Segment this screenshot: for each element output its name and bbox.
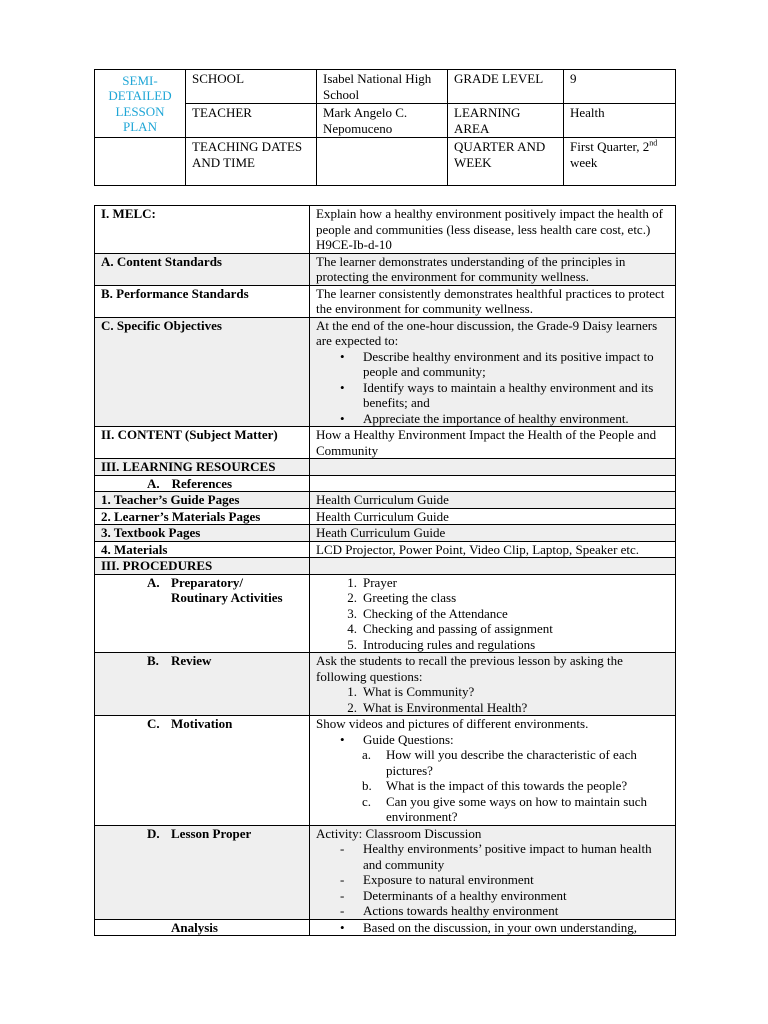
quarter-week-value bbox=[564, 138, 676, 186]
lesson-plan-table bbox=[94, 205, 676, 936]
materials-row bbox=[95, 541, 676, 558]
learning-resources-label: III. LEARNING RESOURCES bbox=[95, 459, 310, 476]
lesson-proper-intro: Activity: Classroom Discussion bbox=[316, 825, 482, 841]
preparatory-number: A. bbox=[147, 574, 160, 590]
motivation-value bbox=[310, 716, 676, 826]
learners-materials-row bbox=[95, 508, 676, 525]
semi-detailed-lesson-plan-title: SEMI- DETAILED LESSON PLAN bbox=[95, 70, 186, 138]
lesson-proper-text: Lesson Proper bbox=[171, 825, 252, 841]
references-label bbox=[95, 475, 310, 492]
list-item-text: What is Environmental Health? bbox=[363, 699, 528, 715]
quarter-week-text: week bbox=[570, 154, 598, 170]
list-item: 5. Introducing rules and regulations bbox=[347, 636, 536, 652]
content-standards-row bbox=[95, 253, 676, 285]
learning-area-label: LEARNING AREA bbox=[448, 104, 564, 138]
review-list bbox=[316, 684, 669, 715]
content-row bbox=[95, 427, 676, 459]
preparatory-text: Preparatory/ Routinary Activities bbox=[171, 574, 283, 605]
list-item: 1. What is Community? bbox=[347, 684, 475, 699]
motivation-bullets bbox=[316, 732, 669, 748]
teacher-label: TEACHER bbox=[186, 104, 317, 138]
review-label bbox=[95, 653, 310, 716]
list-item-text: Introducing rules and regulations bbox=[363, 636, 536, 652]
analysis-row bbox=[95, 919, 676, 936]
references-text: References bbox=[171, 475, 233, 491]
list-item-text: Greeting the class bbox=[363, 590, 457, 605]
preparatory-list bbox=[316, 575, 669, 653]
textbook-label: 3. Textbook Pages bbox=[95, 525, 310, 542]
teaching-dates-value bbox=[317, 138, 448, 186]
list-item-text: How will you describe the characteristic of each pictures? bbox=[386, 747, 637, 778]
teaching-dates-label: TEACHING DATES AND TIME bbox=[186, 138, 317, 186]
preparatory-row bbox=[95, 574, 676, 653]
review-number: B. bbox=[147, 653, 159, 668]
references-row bbox=[95, 475, 676, 492]
lesson-proper-label bbox=[95, 825, 310, 919]
procedures-label: III. PROCEDURES bbox=[95, 558, 310, 575]
learning-resources-row bbox=[95, 459, 676, 476]
performance-standards-row bbox=[95, 285, 676, 317]
grade-level-value: 9 bbox=[564, 70, 676, 104]
review-row bbox=[95, 653, 676, 716]
performance-standards-label: B. Performance Standards bbox=[95, 285, 310, 317]
list-item: - Exposure to natural environment bbox=[363, 872, 669, 888]
list-item: c. Can you give some ways on how to maintain such environment? bbox=[362, 793, 648, 824]
empty-cell bbox=[310, 475, 676, 492]
header-table bbox=[94, 69, 676, 186]
review-value bbox=[310, 653, 676, 716]
content-label: II. CONTENT (Subject Matter) bbox=[95, 427, 310, 459]
list-item: 1. Prayer bbox=[347, 574, 397, 590]
list-item-text: What is Community? bbox=[363, 684, 475, 699]
motivation-intro: Show videos and pictures of different environments. bbox=[316, 716, 589, 731]
list-item-text: What is the impact of this towards the people? bbox=[386, 778, 628, 793]
analysis-list bbox=[316, 920, 669, 936]
list-item-text: Can you give some ways on how to maintain such environment? bbox=[386, 793, 648, 824]
performance-standards-value: The learner consistently demonstrates healthful practices to protect the environment for community wellness. bbox=[310, 285, 676, 317]
list-item-text: Checking of the Attendance bbox=[363, 605, 508, 621]
melc-label: I. MELC: bbox=[95, 206, 310, 254]
list-item: - Determinants of a healthy environment bbox=[363, 888, 669, 904]
objectives-list bbox=[316, 349, 669, 427]
analysis-label: Analysis bbox=[95, 919, 310, 936]
materials-value: LCD Projector, Power Point, Video Clip, Laptop, Speaker etc. bbox=[310, 541, 676, 558]
quarter-week-label: QUARTER AND WEEK bbox=[448, 138, 564, 186]
analysis-value bbox=[310, 919, 676, 936]
list-item-text: Prayer bbox=[363, 574, 397, 590]
list-item: 2. Greeting the class bbox=[347, 590, 457, 605]
content-standards-value: The learner demonstrates understanding of the principles in protecting the environment for community wellness. bbox=[310, 253, 676, 285]
melc-row bbox=[95, 206, 676, 254]
objectives-intro: At the end of the one-hour discussion, the Grade-9 Daisy learners are expected to: bbox=[316, 317, 658, 348]
learners-materials-value: Health Curriculum Guide bbox=[310, 508, 676, 525]
motivation-label bbox=[95, 716, 310, 826]
list-item: b. What is the impact of this towards the people? bbox=[362, 778, 628, 793]
textbook-value: Heath Curriculum Guide bbox=[310, 525, 676, 542]
content-value: How a Healthy Environment Impact the Health of the People and Community bbox=[310, 427, 676, 459]
list-item: 2. What is Environmental Health? bbox=[347, 699, 528, 715]
list-item: • Based on the discussion, in your own understanding, bbox=[363, 920, 669, 936]
guide-questions-label: Guide Questions: bbox=[363, 731, 454, 747]
lesson-proper-row bbox=[95, 825, 676, 919]
specific-objectives-label: C. Specific Objectives bbox=[95, 317, 310, 427]
motivation-row bbox=[95, 716, 676, 826]
specific-objectives-value bbox=[310, 317, 676, 427]
motivation-text: Motivation bbox=[171, 716, 233, 731]
review-intro: Ask the students to recall the previous lesson by asking the following questions: bbox=[316, 653, 623, 684]
procedures-row bbox=[95, 558, 676, 575]
materials-label: 4. Materials bbox=[95, 541, 310, 558]
quarter-text: First Quarter, 2 bbox=[570, 139, 650, 154]
list-item: 3. Checking of the Attendance bbox=[347, 605, 508, 621]
lesson-proper-list bbox=[316, 841, 669, 919]
teachers-guide-label: 1. Teacher’s Guide Pages bbox=[95, 492, 310, 509]
school-value: Isabel National High School bbox=[317, 70, 448, 104]
learners-materials-label: 2. Learner’s Materials Pages bbox=[95, 508, 310, 525]
teachers-guide-value: Health Curriculum Guide bbox=[310, 492, 676, 509]
empty-cell bbox=[310, 459, 676, 476]
textbook-row bbox=[95, 525, 676, 542]
semi-spacer-cell bbox=[95, 138, 186, 186]
empty-cell bbox=[310, 558, 676, 575]
list-item-text: Checking and passing of assignment bbox=[363, 621, 553, 636]
grade-level-label: GRADE LEVEL bbox=[448, 70, 564, 104]
references-number: A. bbox=[147, 475, 160, 491]
list-item: - Actions towards healthy environment bbox=[363, 903, 669, 919]
list-item: 4. Checking and passing of assignment bbox=[347, 621, 553, 636]
guide-questions-list bbox=[316, 747, 669, 825]
motivation-number: C. bbox=[147, 716, 160, 731]
school-label: SCHOOL bbox=[186, 70, 317, 104]
list-item: a. How will you describe the characteristic of each pictures? bbox=[362, 747, 637, 778]
review-text: Review bbox=[171, 653, 212, 668]
content-standards-label: A. Content Standards bbox=[95, 253, 310, 285]
quarter-ordinal: nd bbox=[649, 138, 658, 148]
learning-area-value: Health bbox=[564, 104, 676, 138]
teacher-value: Mark Angelo C. Nepomuceno bbox=[317, 104, 448, 138]
list-item: • Describe healthy environment and its positive impact to people and community; bbox=[363, 349, 669, 380]
teachers-guide-row bbox=[95, 492, 676, 509]
list-item: - Healthy environments’ positive impact to human health and community bbox=[363, 841, 669, 872]
lesson-proper-value bbox=[310, 825, 676, 919]
preparatory-label bbox=[95, 574, 310, 653]
lesson-proper-number: D. bbox=[147, 825, 160, 841]
melc-value: Explain how a healthy environment positively impact the health of people and communities (less disease, less health care cost, etc.) H9CE-Ib-d-10 bbox=[310, 206, 676, 254]
list-item bbox=[363, 732, 669, 748]
preparatory-value bbox=[310, 574, 676, 653]
list-item: • Appreciate the importance of healthy environment. bbox=[363, 411, 669, 427]
specific-objectives-row bbox=[95, 317, 676, 427]
list-item: • Identify ways to maintain a healthy environment and its benefits; and bbox=[363, 380, 669, 411]
